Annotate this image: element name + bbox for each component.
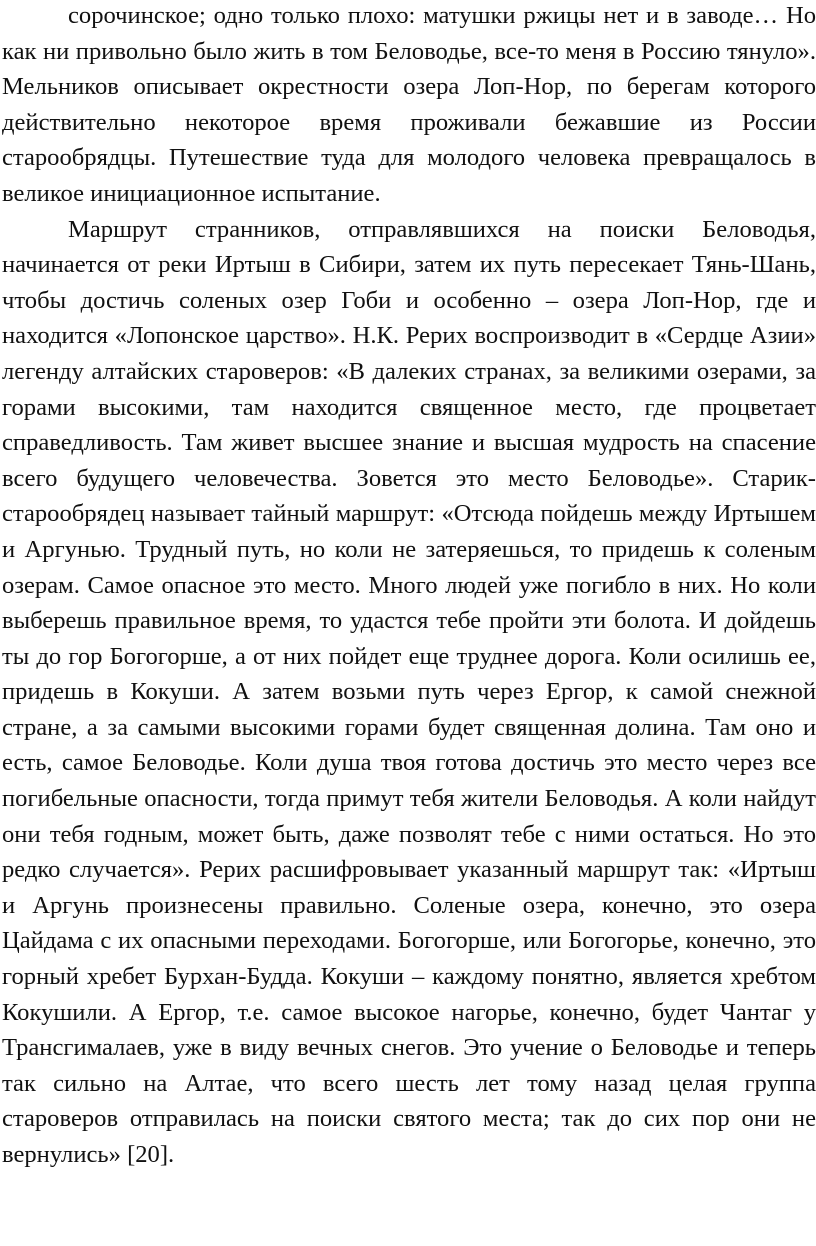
paragraph-continuation: сорочинское; одно только плохо: матушки ржицы нет и в заводе… Но как ни привольно было жить в том Беловодье, все-то меня в Россию тянуло». Мельников описывает окрестности озера Лоп-Нор, по берегам которого действительно некоторое время проживали бежавшие из России старообрядцы. Путешествие туда для молодого человека превращалось в великое инициационное испытание. (2, 2, 816, 207)
paragraph-route: Маршрут странников, отправлявшихся на поиски Беловодья, начинается от реки Иртыш в Сибири, затем их путь пересекает Тянь-Шань, чтобы достичь соленых озер Гоби и особенно – озера Лоп-Нор, где и находится «Лопонское царство». Н.К. Рерих воспроизводит в «Сердце Азии» легенду алтайских староверов: «В далеких странах, за великими озерами, за горами высокими, там находится священное место, где процветает справедливость. Там живет высшее знание и высшая мудрость на спасение всего будущего человечества. Зовется это место Беловодье». Старик-старообрядец называет тайный маршрут: «Отсюда пойдешь между Иртышем и Аргунью. Трудный путь, но коли не затеряешься, то придешь к соленым озерам. Самое опасное это место. Много людей уже погибло в них. Но коли выберешь правильное время, то удастся тебе пройти эти болота. И дойдешь ты до гор Богогорше, а от них пойдет еще труднее дорога. Коли осилишь ее, придешь в Кокуши. А затем возьми путь через Ергор, к самой снежной стране, а за самыми высокими горами будет священная долина. Там оно и есть, самое Беловодье. Коли душа твоя готова достичь это место через все погибельные опасности, тогда примут тебя жители Беловодья. А коли найдут они тебя годным, может быть, даже позволят тебе с ними остаться. Но это редко случается». Рерих расшифровывает указанный маршрут так: «Иртыш и Аргунь произнесены правильно. Соленые озера, конечно, это озера Цайдама с их опасными переходами. Богогорше, или Богогорье, конечно, это горный хребет Бурхан-Будда. Кокуши – каждому понятно, является хребтом Кокушили. А Ергор, т.е. самое высокое нагорье, конечно, будет Чантаг у Трансгималаев, уже в виду вечных снегов. Это учение о Беловодье и теперь так сильно на Алтае, что всего шесть лет тому назад целая группа староверов отправилась на поиски святого места; так до сих пор они не вернулись» [20]. (2, 215, 816, 1168)
